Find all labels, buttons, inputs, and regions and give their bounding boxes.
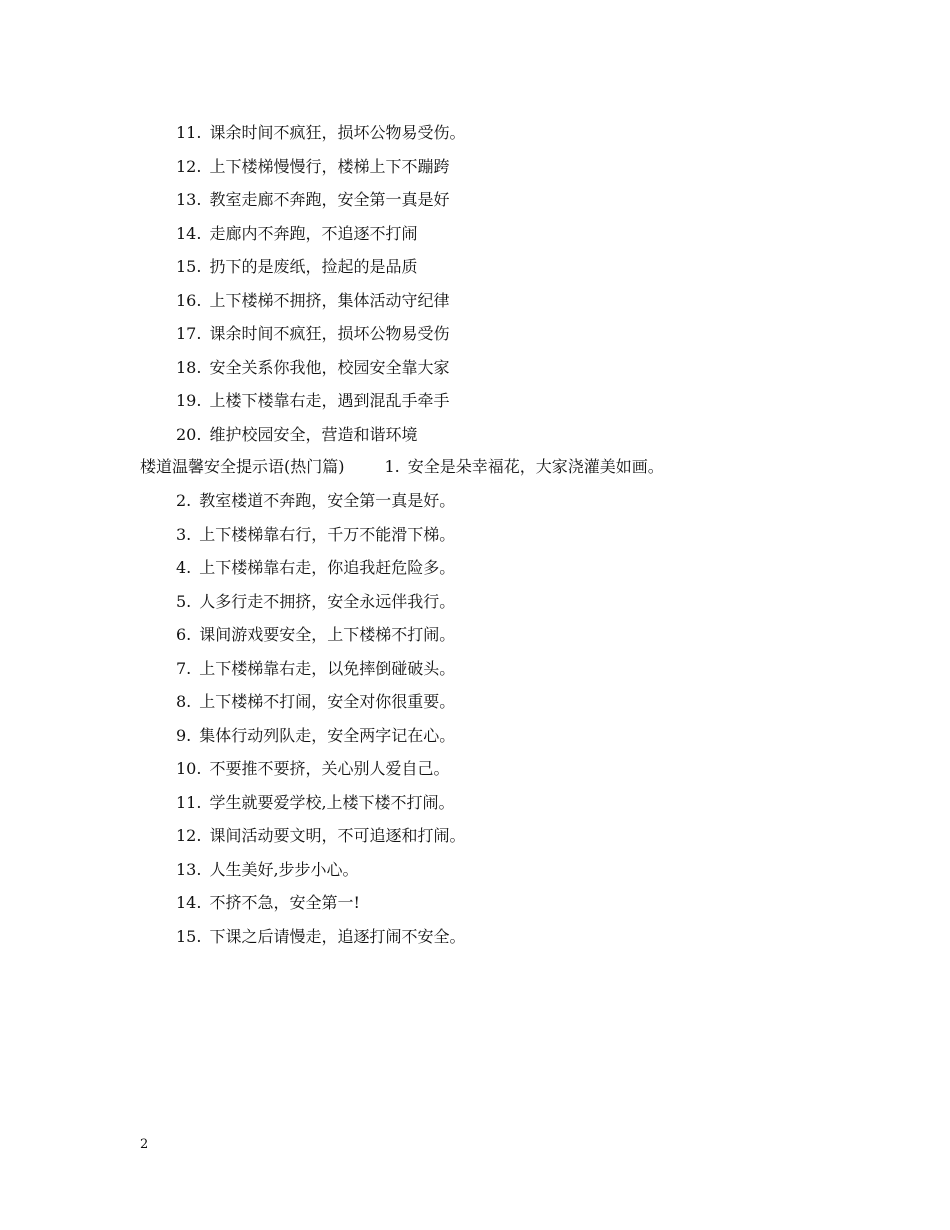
item-number: 15. bbox=[176, 926, 202, 946]
item-number: 16. bbox=[176, 290, 202, 310]
item-number: 14. bbox=[176, 223, 202, 243]
item-number: 14. bbox=[176, 893, 202, 912]
item-text: 人生美好,步步小心。 bbox=[209, 859, 359, 879]
list-item bbox=[0, 819, 950, 853]
item-text: 上下楼梯不打闹，安全对你很重要。 bbox=[199, 692, 456, 711]
item-number: 11. bbox=[176, 123, 202, 142]
list-item bbox=[0, 853, 950, 887]
item-text: 安全关系你我他，校园安全靠大家 bbox=[209, 357, 450, 377]
list-item bbox=[0, 484, 950, 518]
item-text: 课间游戏要安全，上下楼梯不打闹。 bbox=[199, 625, 456, 644]
item-number: 20. bbox=[176, 424, 202, 444]
item-number: 6. bbox=[176, 625, 192, 644]
list-item bbox=[0, 618, 950, 652]
list-item bbox=[0, 284, 950, 318]
list-item bbox=[0, 217, 950, 251]
list-item bbox=[0, 719, 950, 753]
item-number: 9. bbox=[176, 725, 192, 745]
list-item bbox=[0, 685, 950, 719]
slogan-list-part-1 bbox=[0, 116, 950, 451]
item-text: 上下楼梯不拥挤，集体活动守纪律 bbox=[209, 290, 450, 310]
list-item bbox=[0, 418, 950, 452]
item-number: 7. bbox=[176, 658, 192, 678]
item-number: 18. bbox=[176, 357, 202, 377]
list-item bbox=[0, 886, 950, 920]
section-heading-line bbox=[140, 450, 664, 484]
list-item bbox=[0, 384, 950, 418]
item-number: 10. bbox=[176, 759, 202, 778]
list-item bbox=[0, 786, 950, 820]
list-item bbox=[0, 351, 950, 385]
list-item bbox=[0, 551, 950, 585]
item-text: 课余时间不疯狂，损坏公物易受伤。 bbox=[209, 123, 466, 142]
item-number: 12. bbox=[176, 826, 202, 845]
item-text: 教室楼道不奔跑，安全第一真是好。 bbox=[199, 491, 456, 510]
slogan-list-part-2 bbox=[0, 484, 950, 953]
section-title: 楼道温馨安全提示语(热门篇) bbox=[140, 457, 345, 476]
item-number: 5. bbox=[176, 591, 192, 611]
list-item bbox=[0, 183, 950, 217]
item-text: 集体行动列队走，安全两字记在心。 bbox=[199, 725, 456, 745]
item-number: 3. bbox=[176, 524, 192, 544]
item-text: 上楼下楼靠右走，遇到混乱手牵手 bbox=[209, 391, 450, 410]
item-number: 12. bbox=[176, 156, 202, 176]
list-item bbox=[0, 585, 950, 619]
item-text: 安全是朵幸福花，大家浇灌美如画。 bbox=[407, 457, 664, 476]
item-number: 19. bbox=[176, 391, 202, 410]
page-number: 2 bbox=[140, 1137, 149, 1152]
item-text: 课余时间不疯狂，损坏公物易受伤 bbox=[209, 324, 450, 343]
item-text: 上下楼梯靠右走，以免摔倒碰破头。 bbox=[199, 658, 456, 678]
item-text: 教室走廊不奔跑，安全第一真是好 bbox=[209, 190, 450, 209]
item-number: 17. bbox=[176, 324, 202, 343]
item-text: 上下楼梯慢慢行，楼梯上下不蹦跨 bbox=[209, 156, 450, 176]
item-number: 4. bbox=[176, 558, 192, 577]
item-number: 15. bbox=[176, 257, 202, 276]
item-number: 11. bbox=[176, 792, 202, 812]
list-item bbox=[0, 518, 950, 552]
list-item bbox=[0, 920, 950, 954]
item-text: 课间活动要文明，不可追逐和打闹。 bbox=[209, 826, 466, 845]
item-text: 扔下的是废纸，捡起的是品质 bbox=[209, 257, 418, 276]
item-number: 8. bbox=[176, 692, 192, 711]
list-item bbox=[0, 150, 950, 184]
item-text: 下课之后请慢走，追逐打闹不安全。 bbox=[209, 926, 466, 946]
list-item bbox=[0, 317, 950, 351]
item-text: 上下楼梯靠右行，千万不能滑下梯。 bbox=[199, 524, 456, 544]
list-item bbox=[0, 752, 950, 786]
item-text: 维护校园安全，营造和谐环境 bbox=[209, 424, 418, 444]
item-number: 13. bbox=[176, 859, 202, 879]
item-number: 2. bbox=[176, 491, 192, 510]
list-item bbox=[0, 116, 950, 150]
item-text: 学生就要爱学校,上楼下楼不打闹。 bbox=[209, 792, 455, 812]
list-item bbox=[0, 250, 950, 284]
item-text: 不要推不要挤，关心别人爱自己。 bbox=[209, 759, 450, 778]
item-text: 人多行走不拥挤，安全永远伴我行。 bbox=[199, 591, 456, 611]
item-number: 13. bbox=[176, 190, 202, 209]
item-text: 走廊内不奔跑，不追逐不打闹 bbox=[209, 223, 418, 243]
list-item bbox=[0, 652, 950, 686]
item-number: 1. bbox=[384, 457, 400, 476]
item-text: 不挤不急，安全第一! bbox=[209, 893, 360, 912]
item-text: 上下楼梯靠右走，你追我赶危险多。 bbox=[199, 558, 456, 577]
